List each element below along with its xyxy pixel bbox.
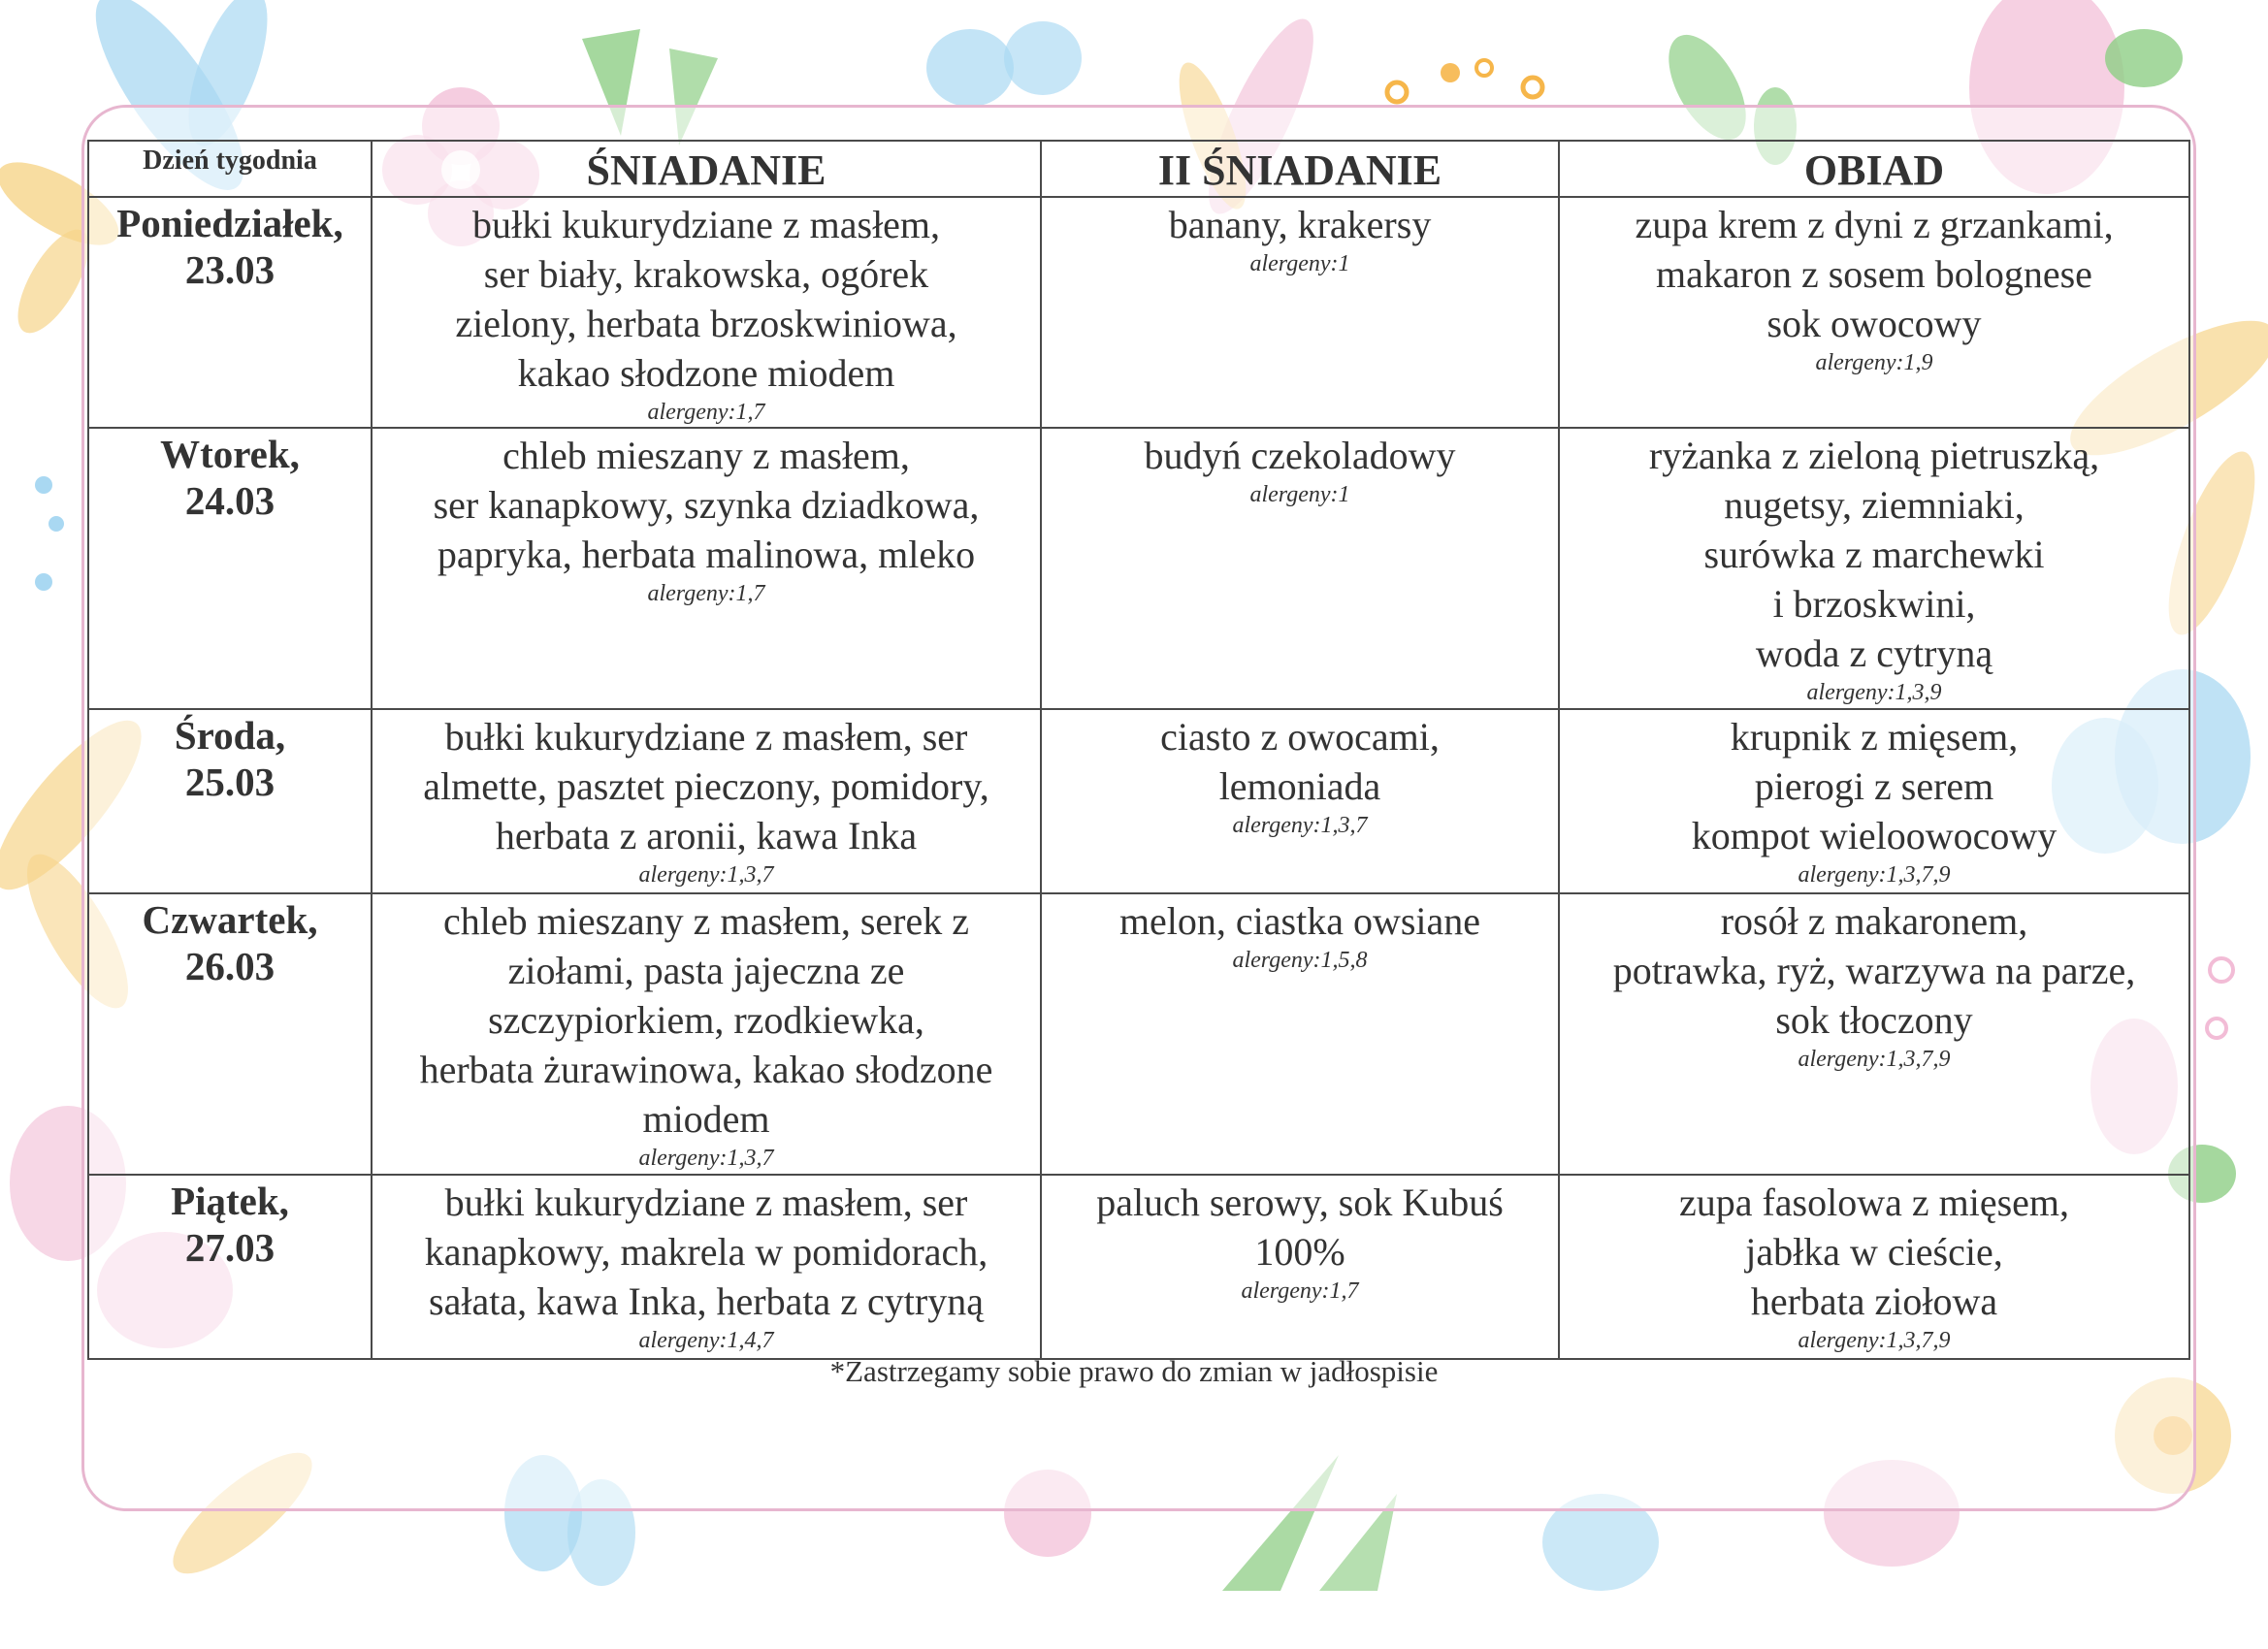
day-name: Piątek, xyxy=(171,1179,289,1223)
meal-line: kanapkowy, makrela w pomidorach, xyxy=(424,1230,988,1274)
meal-line: herbata żurawinowa, kakao słodzone xyxy=(419,1048,993,1091)
meal-line: sok tłoczony xyxy=(1775,998,1973,1042)
meal-line: ziołami, pasta jajeczna ze xyxy=(507,949,905,992)
meal-line: ryżanka z zieloną pietruszką, xyxy=(1648,434,2100,477)
day-cell xyxy=(88,428,372,709)
meal-line: ser biały, krakowska, ogórek xyxy=(483,252,929,296)
allergen-note: alergeny:1,7 xyxy=(647,400,765,425)
day-date: 25.03 xyxy=(184,760,275,804)
allergen-note: alergeny:1,3,7,9 xyxy=(1798,1047,1951,1072)
second-breakfast-cell xyxy=(1041,709,1559,893)
allergen-note: alergeny:1,3,7 xyxy=(1232,813,1368,838)
header-breakfast: ŚNIADANIE xyxy=(372,141,1041,197)
meal-line: zupa krem z dyni z grzankami, xyxy=(1635,203,2114,246)
meal-line: banany, krakersy xyxy=(1168,203,1432,246)
day-cell xyxy=(88,197,372,428)
meal-line: papryka, herbata malinowa, mleko xyxy=(437,533,976,576)
allergen-note: alergeny:1,3,9 xyxy=(1806,680,1942,705)
allergen-note: alergeny:1,5,8 xyxy=(1232,948,1368,973)
lunch-cell xyxy=(1559,428,2189,709)
day-date: 27.03 xyxy=(184,1225,275,1270)
allergen-note: alergeny:1,7 xyxy=(1241,1278,1359,1304)
day-name: Poniedziałek, xyxy=(116,201,343,245)
breakfast-cell xyxy=(372,197,1041,428)
meal-line: nugetsy, ziemniaki, xyxy=(1724,483,2025,527)
meal-line: kakao słodzone miodem xyxy=(517,351,895,395)
breakfast-cell xyxy=(372,428,1041,709)
header-second-breakfast: II ŚNIADANIE xyxy=(1041,141,1559,197)
day-name: Środa, xyxy=(174,713,286,758)
day-date: 23.03 xyxy=(184,247,275,292)
meal-line: potrawka, ryż, warzywa na parze, xyxy=(1612,949,2136,992)
second-breakfast-cell xyxy=(1041,1175,1559,1359)
meal-line: ser kanapkowy, szynka dziadkowa, xyxy=(433,483,980,527)
meal-line: sok owocowy xyxy=(1766,302,1982,345)
meal-line: 100% xyxy=(1254,1230,1345,1274)
meal-line: bułki kukurydziane z masłem, ser xyxy=(444,1180,968,1224)
second-breakfast-cell xyxy=(1041,197,1559,428)
header-day: Dzień tygodnia xyxy=(88,141,372,197)
allergen-note: alergeny:1,7 xyxy=(647,581,765,606)
day-row-monday xyxy=(88,197,2189,428)
day-row-thursday xyxy=(88,893,2189,1175)
meal-line: zupa fasolowa z mięsem, xyxy=(1678,1180,2070,1224)
meal-line: pierogi z serem xyxy=(1754,764,1994,808)
second-breakfast-cell xyxy=(1041,428,1559,709)
meal-line: szczypiorkiem, rzodkiewka, xyxy=(488,998,924,1042)
allergen-note: alergeny:1,4,7 xyxy=(638,1328,774,1353)
second-breakfast-cell xyxy=(1041,893,1559,1175)
day-cell xyxy=(88,1175,372,1359)
day-date: 24.03 xyxy=(184,478,275,523)
meal-line: bułki kukurydziane z masłem, xyxy=(471,203,941,246)
day-cell xyxy=(88,709,372,893)
allergen-note: alergeny:1,3,7,9 xyxy=(1798,1328,1951,1353)
meal-line: lemoniada xyxy=(1218,764,1381,808)
day-date: 26.03 xyxy=(184,944,275,988)
meal-line: rosół z makaronem, xyxy=(1720,899,2028,943)
header-row xyxy=(88,141,2189,197)
day-row-friday xyxy=(88,1175,2189,1359)
meal-line: sałata, kawa Inka, herbata z cytryną xyxy=(429,1279,984,1323)
day-name: Czwartek, xyxy=(142,897,318,942)
meal-line: almette, pasztet pieczony, pomidory, xyxy=(423,764,989,808)
meal-line: krupnik z mięsem, xyxy=(1730,715,2019,759)
day-name: Wtorek, xyxy=(160,432,300,476)
meal-line: chleb mieszany z masłem, xyxy=(502,434,910,477)
breakfast-cell xyxy=(372,893,1041,1175)
breakfast-cell xyxy=(372,709,1041,893)
meal-line: makaron z sosem bolognese xyxy=(1656,252,2092,296)
meal-line: ciasto z owocami, xyxy=(1160,715,1440,759)
allergen-note: alergeny:1,3,7 xyxy=(638,1146,774,1171)
meal-line: zielony, herbata brzoskwiniowa, xyxy=(455,302,957,345)
allergen-note: alergeny:1 xyxy=(1249,251,1350,276)
meal-line: bułki kukurydziane z masłem, ser xyxy=(444,715,968,759)
day-cell xyxy=(88,893,372,1175)
lunch-cell xyxy=(1559,893,2189,1175)
meal-line: herbata z aronii, kawa Inka xyxy=(495,814,918,857)
allergen-note: alergeny:1,3,7 xyxy=(638,862,774,888)
lunch-cell xyxy=(1559,1175,2189,1359)
allergen-note: alergeny:1 xyxy=(1249,482,1350,507)
meal-line: i brzoskwini, xyxy=(1772,582,1976,626)
day-row-wednesday xyxy=(88,709,2189,893)
day-row-tuesday xyxy=(88,428,2189,709)
header-lunch: OBIAD xyxy=(1559,141,2189,197)
breakfast-cell xyxy=(372,1175,1041,1359)
meal-line: herbata ziołowa xyxy=(1750,1279,1998,1323)
meal-line: surówka z marchewki xyxy=(1703,533,2045,576)
meal-line: miodem xyxy=(642,1097,770,1141)
lunch-cell xyxy=(1559,197,2189,428)
weekly-menu-table xyxy=(87,140,2190,1360)
meal-line: budyń czekoladowy xyxy=(1144,434,1456,477)
allergen-note: alergeny:1,9 xyxy=(1815,350,1933,375)
lunch-cell xyxy=(1559,709,2189,893)
meal-line: woda z cytryną xyxy=(1755,631,1993,675)
menu-change-disclaimer: *Zastrzegamy sobie prawo do zmian w jadłospisie xyxy=(829,1354,1439,1388)
meal-line: melon, ciastka owsiane xyxy=(1118,899,1481,943)
allergen-note: alergeny:1,3,7,9 xyxy=(1798,862,1951,888)
meal-line: paluch serowy, sok Kubuś xyxy=(1096,1180,1504,1224)
meal-line: chleb mieszany z masłem, serek z xyxy=(443,899,969,943)
meal-line: jabłka w cieście, xyxy=(1745,1230,2003,1274)
meal-line: kompot wieloowocowy xyxy=(1691,814,2057,857)
